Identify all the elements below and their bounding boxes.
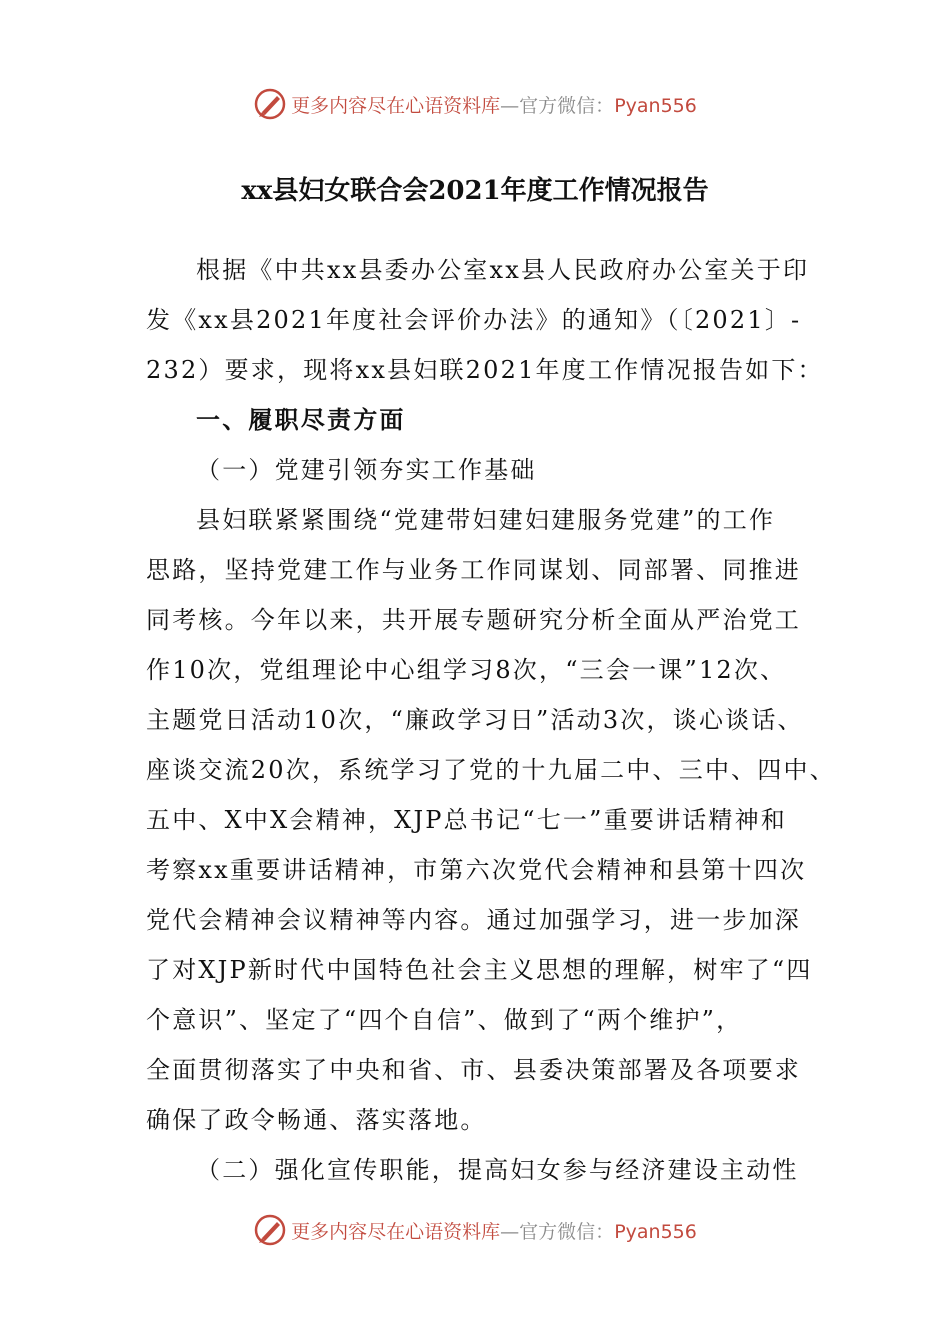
body-line: 了对XJP新时代中国特色社会主义思想的理解，树牢了“四 bbox=[146, 956, 813, 984]
body-line: 作10次，党组理论中心组学习8次，“三会一课”12次、 bbox=[146, 656, 787, 684]
document-title: xx县妇女联合会2021年度工作情况报告 bbox=[241, 176, 709, 206]
body-line: 五中、X中X会精神，XJP总书记“七一”重要讲话精神和 bbox=[146, 806, 787, 834]
banner-text bbox=[291, 91, 697, 118]
pen-logo-icon bbox=[253, 87, 287, 121]
body-line: 党代会精神会议精神等内容。通过加强学习，进一步加深 bbox=[146, 906, 801, 934]
section-heading: 一、履职尽责方面 bbox=[196, 406, 406, 434]
subsection-heading: （一）党建引领夯实工作基础 bbox=[196, 456, 537, 484]
document-body bbox=[146, 250, 836, 1200]
body-line: 考察xx重要讲话精神，市第六次党代会精神和县第十四次 bbox=[146, 856, 807, 884]
body-line: 同考核。今年以来，共开展专题研究分析全面从严治党工 bbox=[146, 606, 801, 634]
banner-text bbox=[291, 1217, 697, 1244]
footer-banner bbox=[0, 1210, 950, 1250]
banner-wechat-id: Pyan556 bbox=[614, 1220, 697, 1243]
body-line: 232）要求，现将xx县妇联2021年度工作情况报告如下： bbox=[146, 356, 824, 384]
subsection-heading: （二）强化宣传职能，提高妇女参与经济建设主动性 bbox=[196, 1156, 799, 1184]
body-line: 根据《中共xx县委办公室xx县人民政府办公室关于印 bbox=[196, 256, 810, 284]
body-line: 个意识”、坚定了“四个自信”、做到了“两个维护”， bbox=[146, 1006, 743, 1034]
banner-official-label: 官方微信： bbox=[519, 1220, 615, 1243]
banner-dash: — bbox=[500, 94, 520, 117]
body-line: 县妇联紧紧围绕“党建带妇建妇建服务党建”的工作 bbox=[196, 506, 776, 534]
banner-official-label: 官方微信： bbox=[519, 94, 615, 117]
header-banner bbox=[0, 84, 950, 124]
banner-dash: — bbox=[500, 1220, 520, 1243]
body-line: 主题党日活动10次，“廉政学习日”活动3次，谈心谈话、 bbox=[146, 706, 804, 734]
banner-wechat-id: Pyan556 bbox=[614, 94, 697, 117]
body-line: 全面贯彻落实了中央和省、市、县委决策部署及各项要求 bbox=[146, 1056, 801, 1084]
pen-logo-icon bbox=[253, 1213, 287, 1247]
body-line: 发《xx县2021年度社会评价办法》的通知》（〔2021〕- bbox=[146, 306, 802, 334]
body-line: 座谈交流20次，系统学习了党的十九届二中、三中、四中、 bbox=[146, 756, 836, 784]
body-line: 思路，坚持党建工作与业务工作同谋划、同部署、同推进 bbox=[146, 556, 801, 584]
body-line: 确保了政令畅通、落实落地。 bbox=[146, 1106, 487, 1134]
banner-main-text: 更多内容尽在心语资料库 bbox=[291, 94, 501, 117]
banner-main-text: 更多内容尽在心语资料库 bbox=[291, 1220, 501, 1243]
